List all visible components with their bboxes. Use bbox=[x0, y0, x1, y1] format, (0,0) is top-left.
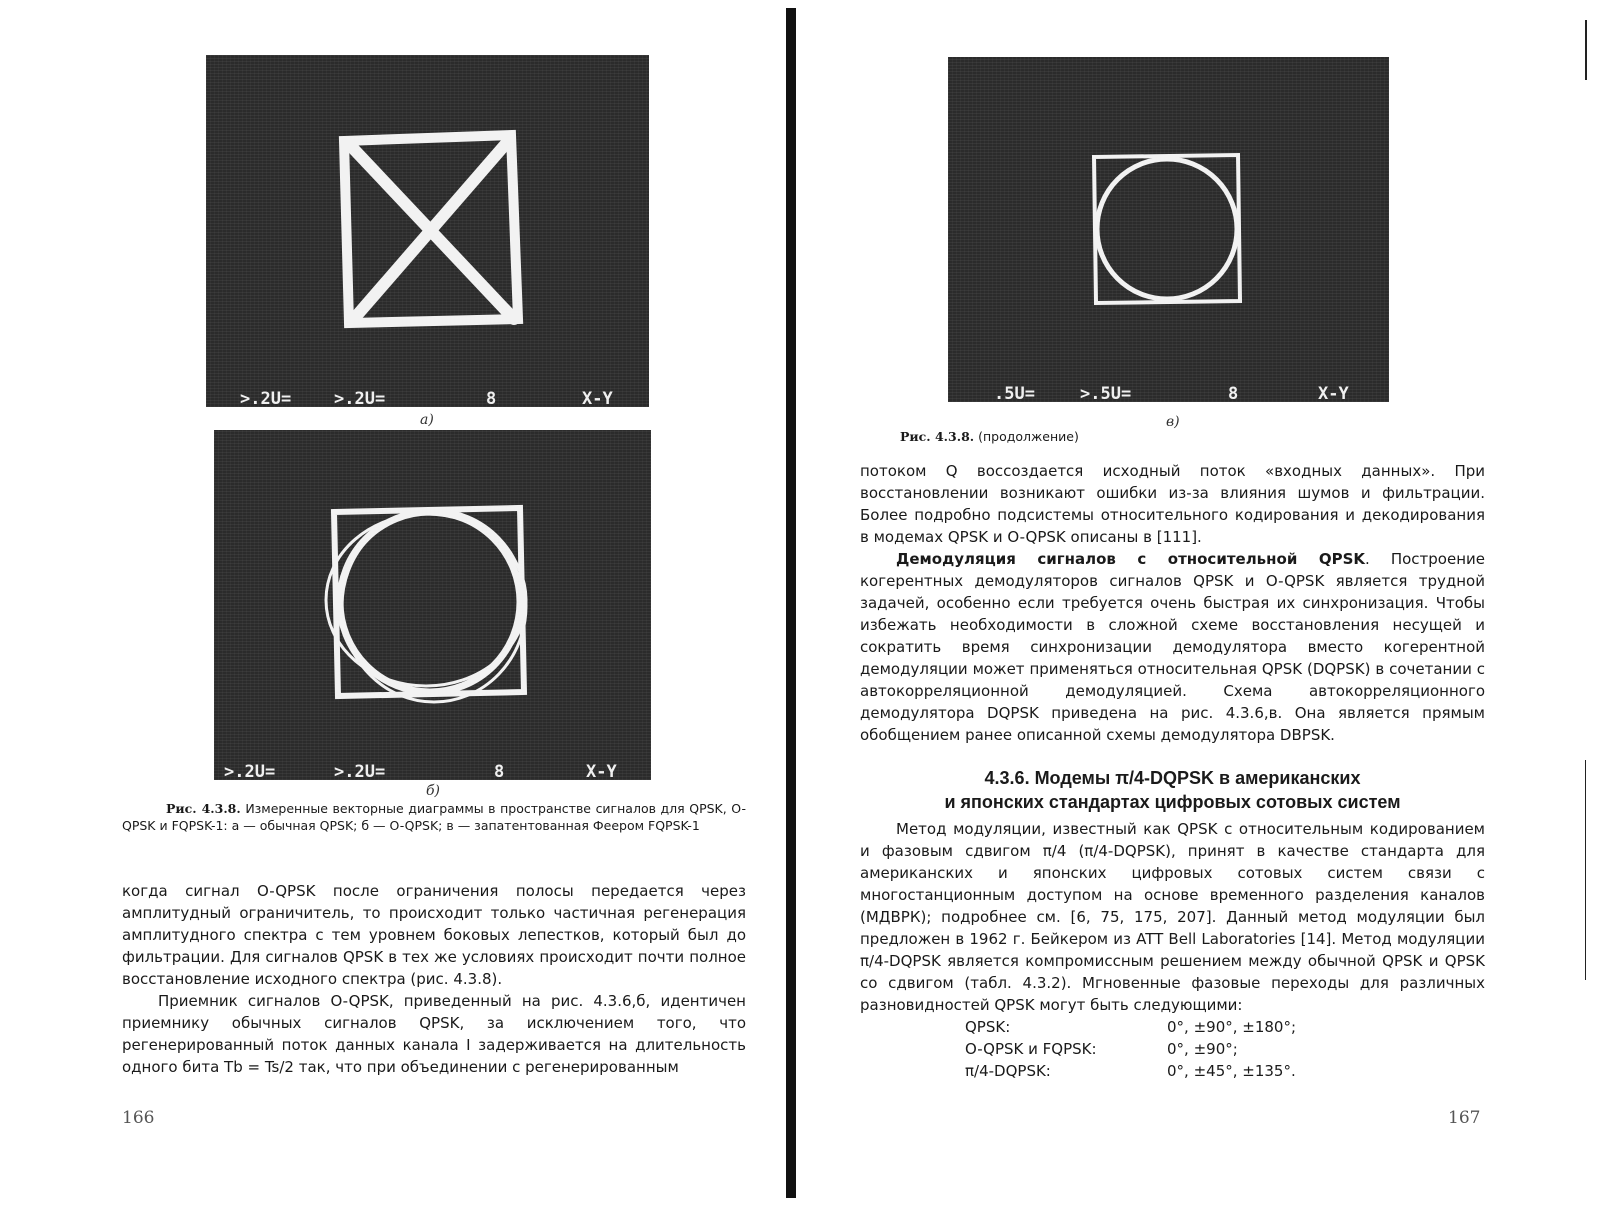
figure-caption bbox=[122, 800, 746, 834]
page-edge-mark bbox=[1585, 20, 1587, 80]
book-spine bbox=[786, 8, 796, 1198]
paragraph: потоком Q воссоздается исходный поток «входных данных». При восстановлении возникают ошибки из-за влияния шумов и фильтрации. Более подробно подсистемы относительного кодирования и декодирования в модемах QPSK и O-QPSK описаны в [111]. bbox=[860, 462, 1485, 546]
section-heading: 4.3.6. Модемы π/4-DQPSK в американских и японских стандартах цифровых сотовых систем bbox=[944, 768, 1401, 812]
figure-sublabel-b: б) bbox=[426, 783, 441, 799]
page-edge-mark bbox=[1585, 760, 1586, 980]
paragraph: когда сигнал O-QPSK после ограничения полосы передается через амплитудный ограничитель, то происходит только частичная регенерация амплитудного спектра с тем уровнем боковых лепестков, который был до фильтрации. Для сигналов QPSK в тех же условиях происходит почти полное восстановление исходного спектра (рис. 4.3.8). bbox=[122, 882, 746, 988]
table-row: π/4-DQPSK: 0°, ±45°, ±135°. bbox=[965, 1062, 1296, 1080]
caption-label: Рис. 4.3.8. bbox=[166, 801, 241, 816]
paragraph: Приемник сигналов O-QPSK, приведенный на рис. 4.3.6,б, идентичен приемнику обычных сигналов QPSK, за исключением того, что регенерированный поток данных канала I задерживается на длительность одного бита Tb = Ts/2 так, что при объединении с регенерированным bbox=[122, 992, 746, 1076]
figure-sublabel-c: в) bbox=[1166, 414, 1180, 430]
caption-text: (продолжение) bbox=[978, 429, 1079, 444]
figure-sublabel-a: a) bbox=[420, 412, 434, 428]
scope-image-oqpsk: >.2U= >.2U= 8 X-Y bbox=[214, 430, 651, 780]
oqpsk-constellation bbox=[214, 430, 651, 780]
body-text-right bbox=[860, 460, 1485, 746]
caption-text: Измеренные векторные диаграммы в пространстве сигналов для QPSK, O-QPSK и FQPSK-1: а — обычная QPSK; б — O-QPSK; в — запатентованная Феером FQPSK-1 bbox=[122, 801, 746, 833]
qpsk-constellation bbox=[206, 55, 649, 407]
phase-transitions-table bbox=[965, 1016, 1296, 1082]
paragraph: Метод модуляции, известный как QPSK с относительным кодированием и фазовым сдвигом π/4 (π/4-DQPSK), принят в качестве стандарта для американских и японских цифровых сотовых систем связи с многостанционным доступом на основе временного разделения каналов (МДВРК); подробнее см. [6, 75, 175, 207]. Данный метод модуляции был предложен в 1962 г. Бейкером из ATT Bell Laboratories [14]. Метод модуляции π/4-DQPSK является компромиссным решением между обычной QPSK и QPSK со сдвигом (табл. 4.3.2). Мгновенные фазовые переходы для различных разновидностей QPSK могут быть следующими: bbox=[860, 820, 1485, 1014]
caption-label: Рис. 4.3.8. bbox=[900, 429, 975, 444]
page-number: 166 bbox=[122, 1108, 155, 1128]
table-row: O-QPSK и FQPSK: 0°, ±90°; bbox=[965, 1040, 1238, 1058]
table-row: QPSK: 0°, ±90°, ±180°; bbox=[965, 1018, 1297, 1036]
scope-image-qpsk: >.2U= >.2U= 8 X-Y bbox=[206, 55, 649, 407]
page-number: 167 bbox=[1448, 1108, 1481, 1128]
paragraph: Демодуляция сигналов с относительной QPSK. Построение когерентных демодуляторов сигналов QPSK и O-QPSK является трудной задачей, особенно если требуется очень быстрая их синхронизация. Чтобы избежать необходимости в сложной схеме восстановления несущей и сократить время синхронизации демодулятора вместо когерентной демодуляции может применяться относительная QPSK (DQPSK) в сочетании с автокорреляционной демодуляцией. Схема автокорреляционного демодулятора DQPSK приведена на рис. 4.3.6,в. Она является прямым обобщением ранее описанной схемы демодулятора DBPSK. bbox=[860, 550, 1485, 744]
body-text-left bbox=[122, 880, 746, 1078]
scope-image-fqpsk: .5U= >.5U= 8 X-Y bbox=[948, 57, 1389, 402]
paragraph-lead: Демодуляция сигналов с относительной QPSK bbox=[896, 550, 1366, 568]
body-text-right-2 bbox=[860, 818, 1485, 1016]
fqpsk-constellation bbox=[948, 57, 1389, 402]
figure-caption-continued bbox=[900, 428, 1300, 445]
